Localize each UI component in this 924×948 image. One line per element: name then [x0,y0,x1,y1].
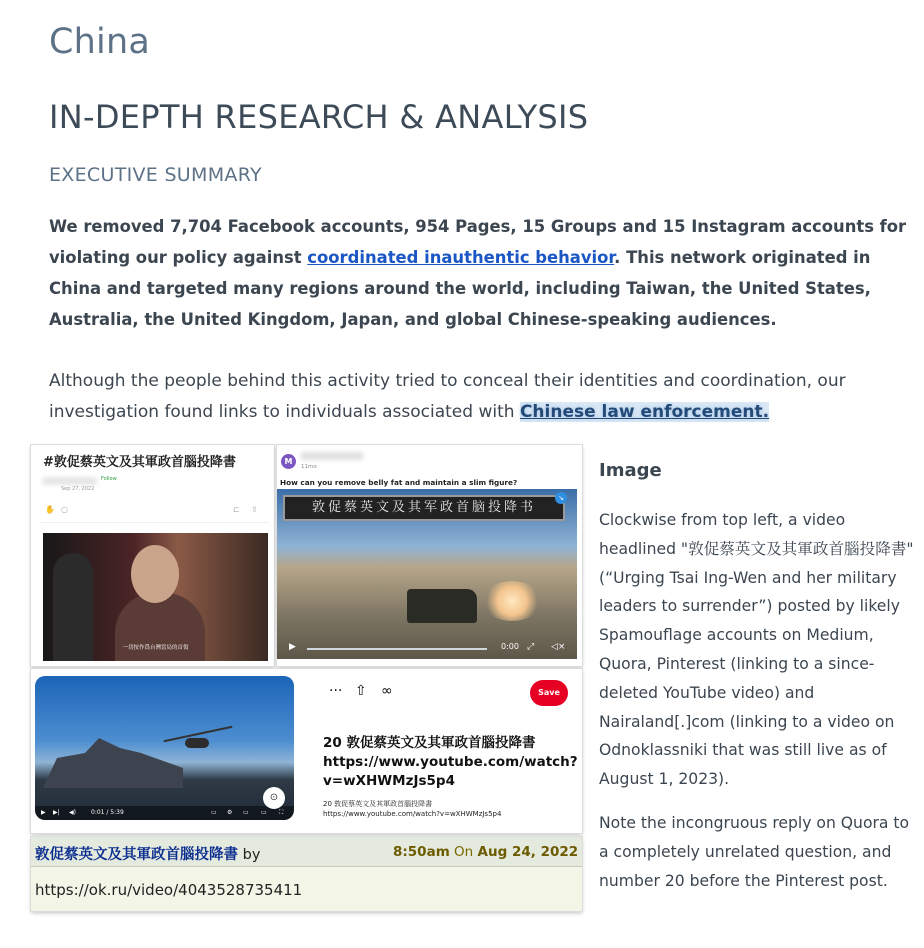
redacted-author [301,452,363,460]
post-date: Aug 24, 2022 [477,844,579,860]
more-icon: ··· [329,683,343,699]
summary-paragraph [49,211,909,335]
law-enforcement-highlight: Chinese law enforcement. [519,402,770,422]
quora-video [277,489,577,659]
expand-icon: ↘ [555,492,567,504]
theater-icon: ▭ [261,809,267,816]
video-controls [35,806,294,820]
helicopter [185,738,209,748]
summary-text-2: . This network originated in China and targeted many regions around the world, including Taiwan, the United States, Australia, the United Kingdom, Japan, and global Chinese-speaking audiences. [49,248,871,329]
redacted-author [43,477,97,485]
comment-icon: ○ [61,505,68,514]
avatar: M [281,454,296,469]
summary-text-1: We removed 7,704 Facebook accounts, 954 Pages, 15 Groups and 15 Instagram accounts for violating our policy against [49,217,907,267]
medium-screenshot [31,445,274,666]
pin-title: 20 敦促蔡英文及其軍政首腦投降書 [323,735,536,751]
ok-video-link: https://ok.ru/video/4043528735411 [35,881,303,899]
rocket-launcher-vehicle [407,589,477,623]
video-frame-tsai [43,533,268,661]
fullscreen-icon: ⤢ [527,642,535,652]
volume-icon: ◀) [69,809,76,816]
settings-icon: ⚙ [227,809,233,816]
share-icon: ⇧ [355,683,367,699]
save-button: Save [530,680,568,706]
figure-collage [31,445,582,915]
post-by: by [238,847,261,863]
medium-post-date: Sep 27, 2022 [61,486,95,492]
medium-action-row [45,505,265,517]
divider [41,522,269,523]
follow-link: Follow [101,476,117,482]
caption-body: Clockwise from top left, a video headlined "敦促蔡英文及其軍政首腦投降書" (“Urging Tsai Ing-Wen and her military leaders to surrender”) posted by likely Spamouflage accounts on Medium, Quora, Pinterest (linking to a since-deleted YouTube video) and Nairaland[.]com (linking to a video on Odnoklassniki that was still live as of August 1, 2023). [599,511,914,789]
medium-post-title: #敦促蔡英文及其軍政首腦投降書 [43,455,236,470]
pinterest-screenshot [31,669,582,833]
share-icon: ⇪ [251,505,258,514]
clap-icon: ✋ [45,505,55,514]
aircraft-carrier [43,738,183,788]
captions-icon: ▭ [211,809,217,816]
video-controls [277,637,577,659]
caption-title: Image [599,460,662,481]
fullscreen-icon: ⛶ [279,809,284,816]
investigation-paragraph [49,366,909,428]
quora-screenshot [277,445,582,666]
post-timestamp [393,844,578,860]
quora-post-age: 11mo [301,464,317,470]
progress-bar [307,648,487,650]
link-icon: ∞ [381,683,393,699]
post-on: On [449,844,478,860]
quora-question: How can you remove belly fat and maintain a slim figure? [280,478,518,487]
pin-description-title: 20 敦促蔡英文及其軍政首腦投降書 [323,800,433,808]
launch-flash [482,581,542,621]
section-heading: IN-DEPTH RESEARCH & ANALYSIS [49,98,589,136]
video-time: 0:01 / 5:39 [91,809,124,816]
cib-policy-link[interactable]: coordinated inauthentic behavior [307,248,615,267]
next-icon: ▶| [53,809,60,816]
post-header [31,837,582,867]
pinterest-video [35,676,294,820]
play-icon: ▶ [41,809,46,816]
volume-icon: ◁× [551,642,566,652]
video-subtitle: 一切按作爲台灣當局的首領 [122,645,189,651]
lens-icon: ⊙ [263,787,285,809]
caption-note: Note the incongruous reply on Quora to a completely unrelated question, and number 20 before the Pinterest post. [599,814,910,890]
country-heading: China [49,22,150,62]
pin-description-url: https://www.youtube.com/watch?v=wXHWMzJs5p4 [323,810,502,818]
pin-url: https://www.youtube.com/watch?v=wXHWMzJs5p4 [323,754,578,789]
post-time: 8:50am [393,844,450,860]
post-title-row [35,843,260,864]
video-time: 0:00 [501,642,519,651]
video-banner: 敦促蔡英文及其军政首脑投降书 [283,495,565,521]
nairaland-screenshot [31,837,582,911]
post-title: 敦促蔡英文及其軍政首腦投降書 [35,847,238,863]
play-icon: ▶ [289,642,296,652]
investigation-text: Although the people behind this activity tried to conceal their identities and coordination, our investigation found links to individuals associated with [49,371,846,422]
person-face [131,545,179,603]
miniplayer-icon: ▭ [243,809,249,816]
subsection-heading: EXECUTIVE SUMMARY [49,164,262,186]
bookmark-icon: ⊏ [233,505,240,514]
